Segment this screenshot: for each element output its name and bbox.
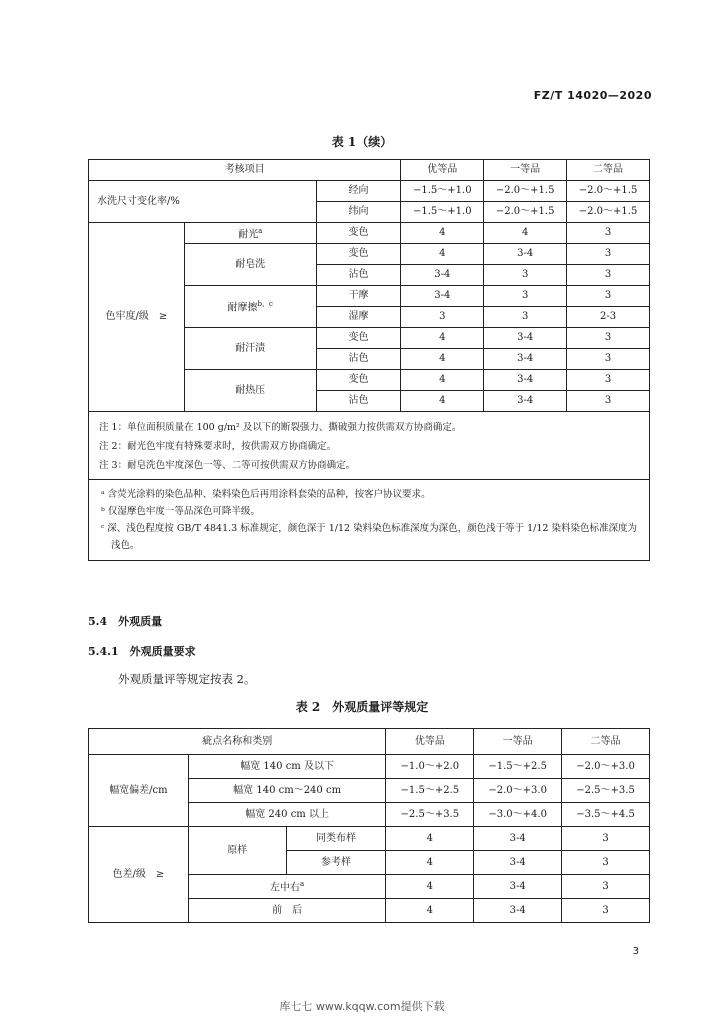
cell-value: −2.0～+3.0 — [474, 779, 562, 803]
row-group — [184, 286, 316, 328]
cell-value: 4 — [401, 244, 484, 265]
cell-value: −1.5～+1.0 — [401, 181, 484, 202]
cell-value: 3 — [567, 244, 650, 265]
row-sub: 同类布样 — [286, 827, 386, 851]
cell-value: −3.0～+4.0 — [474, 803, 562, 827]
row-sub: 幅宽 240 cm 以上 — [188, 803, 386, 827]
footnote-mark: a — [300, 880, 305, 889]
cell-value: 4 — [401, 391, 484, 412]
row-sub: 沾色 — [316, 391, 401, 412]
cell-value: 4 — [386, 875, 474, 899]
footnote: ᵇ 仅湿摩色牢度一等品深色可降半级。 — [101, 506, 260, 517]
cell-value: −2.0～+3.0 — [562, 755, 650, 779]
note: 注 1：单位面积质量在 100 g/m² 及以下的断裂强力、撕破强力按供需双方协商确定。 — [99, 422, 462, 433]
cell-value: 3 — [562, 827, 650, 851]
header-grade-3: 二等品 — [562, 729, 650, 755]
cell-value: 4 — [386, 851, 474, 875]
table2-caption: 表 2 外观质量评等规定 — [295, 700, 429, 714]
row-group — [188, 875, 386, 899]
cell-value: 3 — [567, 223, 650, 244]
footnote: ᶜ 深、浅色程度按 GB/T 4841.3 标准规定，颜色深于 1/12 染料染色标准深度为深色，颜色浅于等于 1/12 染料染色标准深度为浅色。 — [101, 523, 637, 551]
group-name: 耐热压 — [184, 370, 316, 412]
table1-caption: 表 1（续） — [331, 135, 393, 149]
header-item: 考核项目 — [89, 160, 401, 181]
group-name: 耐摩擦 — [227, 302, 258, 314]
cell-value: 4 — [401, 370, 484, 391]
cell-value: −1.5～+2.5 — [474, 755, 562, 779]
cell-value: 3-4 — [484, 244, 567, 265]
table-notes — [89, 412, 650, 480]
cell-value: 4 — [401, 328, 484, 349]
footnote-mark: a — [258, 226, 263, 235]
cell-value: −2.0～+1.5 — [567, 202, 650, 223]
cell-value: −2.5～+3.5 — [562, 779, 650, 803]
row-sub: 幅宽 140 cm～240 cm — [188, 779, 386, 803]
table-row — [89, 223, 650, 244]
row-sub: 沾色 — [316, 349, 401, 370]
cell-value: 2-3 — [567, 307, 650, 328]
cell-value: 3-4 — [484, 370, 567, 391]
cell-value: 3 — [562, 851, 650, 875]
cell-value: 3 — [484, 286, 567, 307]
cell-value: 3 — [567, 349, 650, 370]
row-sub: 幅宽 140 cm 及以下 — [188, 755, 386, 779]
header-grade-3: 二等品 — [567, 160, 650, 181]
cell-value: 4 — [484, 223, 567, 244]
row-sub: 干摩 — [316, 286, 401, 307]
cell-value: 4 — [386, 827, 474, 851]
cell-value: 3 — [567, 286, 650, 307]
table-row — [89, 827, 650, 851]
cell-value: 3-4 — [474, 851, 562, 875]
group-name: 耐光 — [238, 229, 259, 241]
row-sub: 经向 — [316, 181, 401, 202]
cell-value: 3-4 — [484, 391, 567, 412]
row-sub: 湿摩 — [316, 307, 401, 328]
row-sub: 变色 — [316, 370, 401, 391]
row-sub: 前 后 — [188, 899, 386, 923]
table-header-row — [89, 160, 650, 181]
cell-value: 3-4 — [401, 286, 484, 307]
standard-number: FZ/T 14020—2020 — [533, 89, 652, 102]
table-row — [89, 755, 650, 779]
note: 注 2：耐光色牢度有特殊要求时，按供需双方协商确定。 — [99, 441, 337, 452]
row-sub: 参考样 — [286, 851, 386, 875]
cell-value: −2.0～+1.5 — [484, 202, 567, 223]
group-name: 耐皂洗 — [184, 244, 316, 286]
header-item: 疵点名称和类别 — [89, 729, 386, 755]
table-header-row — [89, 729, 650, 755]
color-diff-label: 色差/级 ≥ — [89, 827, 189, 923]
cell-value: 4 — [401, 349, 484, 370]
group-name: 原样 — [188, 827, 286, 875]
cell-value: −3.5～+4.5 — [562, 803, 650, 827]
cell-value: −2.0～+1.5 — [484, 181, 567, 202]
fastness-label: 色牢度/级 ≥ — [89, 223, 185, 412]
table1 — [88, 159, 650, 561]
cell-value: 3-4 — [474, 899, 562, 923]
notes-row — [89, 412, 650, 480]
cell-value: 3 — [562, 875, 650, 899]
page-number: 3 — [632, 946, 639, 957]
group-name: 耐汗渍 — [184, 328, 316, 370]
cell-value: 3-4 — [474, 875, 562, 899]
row-sub: 纬向 — [316, 202, 401, 223]
body-paragraph: 外观质量评等规定按表 2。 — [118, 672, 256, 686]
table-row — [89, 181, 650, 202]
row-sub: 变色 — [316, 328, 401, 349]
footnotes-row — [89, 480, 650, 561]
section-heading: 5.4 外观质量 — [88, 615, 163, 628]
cell-value: 3 — [562, 899, 650, 923]
cell-value: −1.0～+2.0 — [386, 755, 474, 779]
header-grade-2: 一等品 — [474, 729, 562, 755]
table2 — [88, 728, 650, 923]
cell-value: 3 — [567, 370, 650, 391]
row-sub: 变色 — [316, 244, 401, 265]
width-label: 幅宽偏差/cm — [89, 755, 189, 827]
cell-value: −2.0～+1.5 — [567, 181, 650, 202]
cell-value: 3-4 — [401, 265, 484, 286]
header-grade-1: 优等品 — [401, 160, 484, 181]
cell-value: 3 — [401, 307, 484, 328]
cell-value: −1.5～+1.0 — [401, 202, 484, 223]
row-sub: 变色 — [316, 223, 401, 244]
cell-value: 3 — [567, 391, 650, 412]
cell-value: 3 — [484, 265, 567, 286]
note: 注 3：耐皂洗色牢度深色一等、二等可按供需双方协商确定。 — [99, 460, 356, 471]
cell-value: 4 — [386, 899, 474, 923]
cell-value: 3-4 — [474, 827, 562, 851]
watermark-text: 库七七 www.kqqw.com提供下载 — [279, 1000, 445, 1013]
row-sub: 沾色 — [316, 265, 401, 286]
cell-value: −2.5～+3.5 — [386, 803, 474, 827]
group-name: 左中右 — [270, 882, 301, 894]
footnote: ᵃ 含荧光涂料的染色品种、染料染色后再用涂料套染的品种，按客户协议要求。 — [101, 489, 431, 500]
row-group — [184, 223, 316, 244]
cell-value: −1.5～+2.5 — [386, 779, 474, 803]
header-grade-1: 优等品 — [386, 729, 474, 755]
table-footnotes — [89, 480, 650, 561]
cell-value: 3 — [567, 265, 650, 286]
header-grade-2: 一等品 — [484, 160, 567, 181]
shrink-label: 水洗尺寸变化率/% — [89, 181, 317, 223]
cell-value: 4 — [401, 223, 484, 244]
cell-value: 3 — [484, 307, 567, 328]
footnote-mark: b、c — [257, 300, 273, 309]
cell-value: 3-4 — [484, 349, 567, 370]
cell-value: 3-4 — [484, 328, 567, 349]
cell-value: 3 — [567, 328, 650, 349]
subsection-heading: 5.4.1 外观质量要求 — [88, 645, 196, 658]
